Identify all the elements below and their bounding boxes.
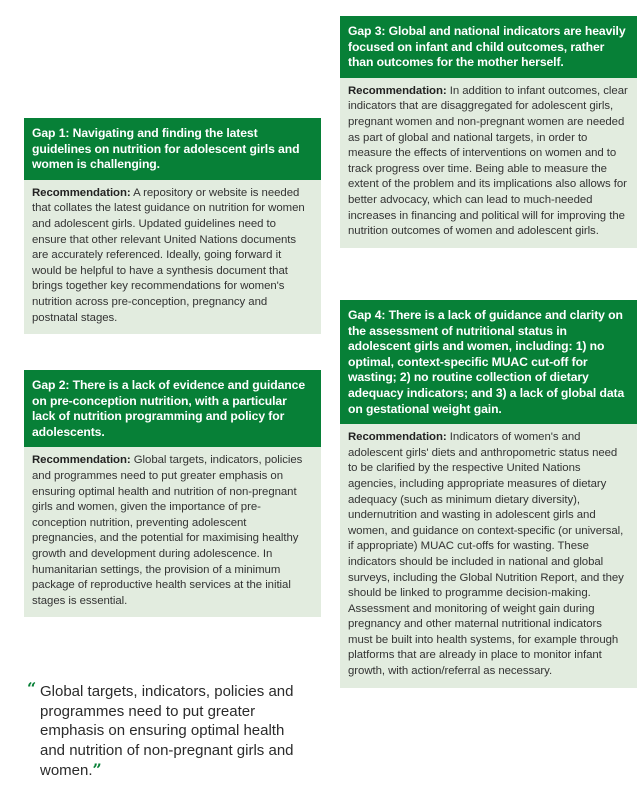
gap-4-title: Gap 4: There is a lack of guidance and clarity on the assessment of nutritional status in adolescent girls and women, including: 1) no optimal, context-specific MUAC cut-off for wasting; 2) no routine collection of dietary adequacy indicators; and 3) a lack of global data on gestational weight gain. (340, 300, 637, 424)
recommendation-label: Recommendation: (348, 84, 447, 97)
open-quote-icon: “ (27, 679, 37, 698)
gap-3-title: Gap 3: Global and national indicators are heavily focused on infant and child outcomes, rather than outcomes for the mother herself. (340, 16, 637, 78)
gap-4-card (340, 300, 637, 688)
gap-2-card (24, 370, 321, 617)
gap-1-recommendation (24, 180, 321, 334)
gap-3-card (340, 16, 637, 248)
gap-1-title: Gap 1: Navigating and finding the latest guidelines on nutrition for adolescent girls and women is challenging. (24, 118, 321, 180)
close-quote-icon: ” (92, 760, 102, 779)
gap-4-recommendation-text: Indicators of women's and adolescent girls' diets and anthropometric status need to be clarified by the respective United Nations agencies, including appropriate measures of dietary adequacy (such as minimum dietary diversity), undernutrition and wasting in adolescent girls and women, and guidance on context-specific (or universal, if appropriate) MUAC cut-offs for wasting. These indicators should be included in national and global surveys, including the Global Nutrition Report, and they should be linked to programme decision-making. Assessment and monitoring of weight gain during pregnancy and other maternal nutritional indicators must be built into health systems, for example through platforms that are already in place to monitor infant growth, with action/referral as necessary. (348, 431, 624, 678)
pull-quote (27, 679, 300, 781)
gap-3-recommendation-text: In addition to infant outcomes, clear indicators that are disaggregated for adolescent girls, pregnant women and non-pregnant women are needed as part of global and national targets, in order to measure the effects of interventions on women and to track progress over time. Being able to measure the extent of the problem and its implications also allows for better advocacy, which can lead to much-needed increases in financing and political will for improving the nutrition outcomes of women and adolescent girls. (348, 84, 628, 238)
pull-quote-text: Global targets, indicators, policies and programmes need to put greater emphasis on ensuring optimal health and nutrition of non-pregnant girls and women. (40, 683, 294, 779)
recommendation-label: Recommendation: (348, 431, 447, 444)
gap-1-card (24, 118, 321, 334)
gap-3-recommendation (340, 78, 637, 248)
gap-2-recommendation-text: Global targets, indicators, policies and programmes need to put greater emphasis on ensuring optimal health and nutrition of non-pregnant girls and women, given the importance of pre-conception nutrition, preventing adolescent pregnancies, and the potential for maximising healthy growth and development during adolescence. In humanitarian settings, the provision of a minimum package of reproductive health services at the initial stages is essential. (32, 454, 303, 607)
gap-2-recommendation (24, 447, 321, 617)
gap-2-title: Gap 2: There is a lack of evidence and guidance on pre-conception nutrition, with a particular lack of nutrition programming and policy for adolescents. (24, 370, 321, 447)
gap-4-recommendation (340, 424, 637, 688)
recommendation-label: Recommendation: (32, 454, 131, 467)
recommendation-label: Recommendation: (32, 186, 131, 199)
gap-1-recommendation-text: A repository or website is needed that collates the latest guidance on nutrition for women and adolescent girls. Updated guidelines need to ensure that other relevant United Nations documents are accurately referenced. Ideally, going forward it would be helpful to have a synthesis document that brings together key recommendations for women's nutrition across pre-conception, pregnancy and postnatal stages. (32, 186, 305, 324)
